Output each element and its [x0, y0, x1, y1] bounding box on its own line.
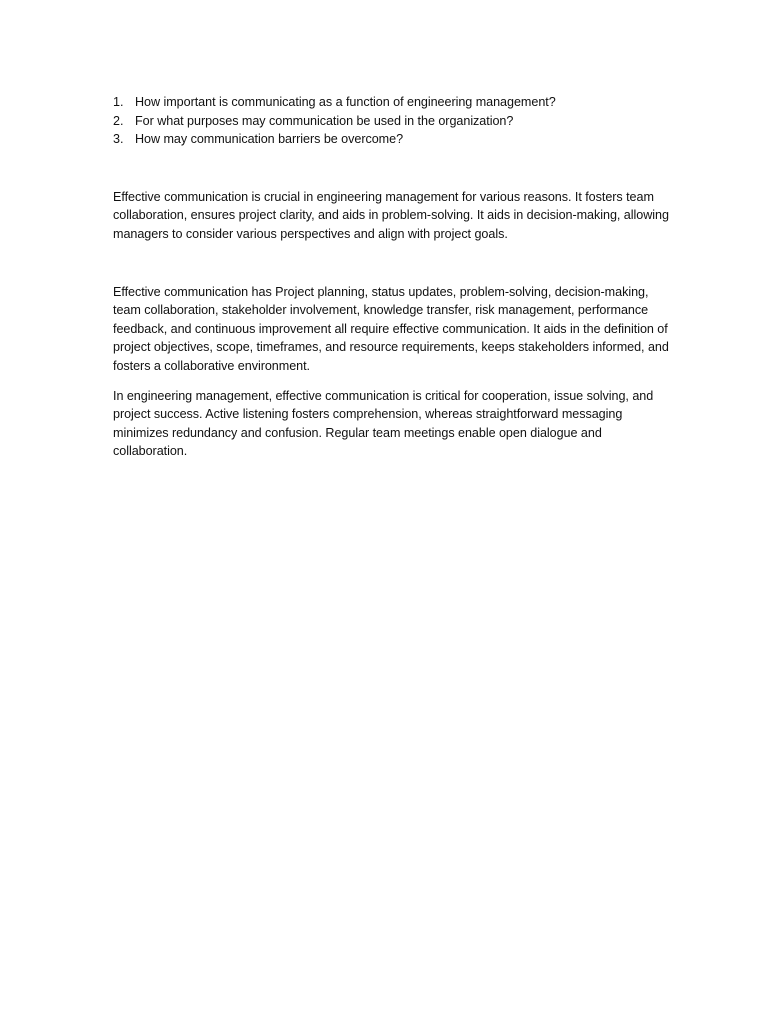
question-text: How may communication barriers be overcome?: [135, 132, 404, 147]
document-body: [113, 93, 673, 461]
question-number: 3.: [113, 132, 124, 147]
question-list: [113, 93, 673, 149]
answer-paragraph-3: In engineering management, effective communication is critical for cooperation, issue solving, and project success. Active listening fosters comprehension, whereas straightforward messaging minimizes redundancy and confusion. Regular team meetings enable open dialogue and collaboration.: [113, 388, 654, 459]
question-item: [113, 112, 673, 131]
answer-paragraph-2: Effective communication has Project planning, status updates, problem-solving, decision-making, team collaboration, stakeholder involvement, knowledge transfer, risk management, performance feedback, and continuous improvement all require effective communication. It aids in the definition of project objectives, scope, timeframes, and resource requirements, keeps stakeholders informed, and fosters a collaborative environment.: [113, 284, 669, 373]
answer-paragraph-1: Effective communication is crucial in engineering management for various reasons. It fosters team collaboration, ensures project clarity, and aids in problem-solving. It aids in decision-making, allowing managers to consider various perspectives and align with project goals.: [113, 189, 669, 241]
question-number: 2.: [113, 113, 124, 128]
question-item: [113, 93, 673, 112]
question-text: How important is communicating as a function of engineering management?: [135, 95, 556, 109]
question-number: 1.: [113, 95, 124, 109]
question-text: For what purposes may communication be used in the organization?: [135, 113, 514, 128]
question-item: [113, 130, 673, 149]
